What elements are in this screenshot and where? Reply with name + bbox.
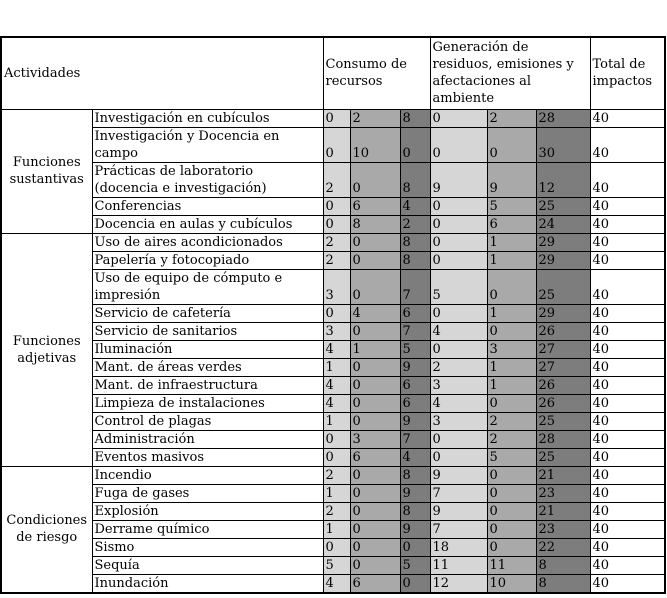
value-cell: 5 [400,340,430,358]
value-cell: 25 [536,197,590,215]
value-cell: 26 [536,322,590,340]
header-generacion-residuos: Generación de residuos, emisiones y afectaciones al ambiente [430,37,590,109]
value-cell: 3 [430,376,487,394]
value-cell: 0 [323,109,350,127]
value-cell: 6 [400,394,430,412]
value-cell: 0 [350,412,400,430]
total-cell: 40 [590,162,665,197]
activity-label: Mant. de áreas verdes [92,358,323,376]
table-row [1,322,665,340]
table-row [1,127,665,162]
value-cell: 0 [350,233,400,251]
value-cell: 2 [487,109,536,127]
value-cell: 9 [487,162,536,197]
value-cell: 0 [430,340,487,358]
value-cell: 0 [400,574,430,593]
header-row [1,37,665,109]
activity-label: Incendio [92,466,323,484]
value-cell: 1 [487,376,536,394]
value-cell: 0 [430,448,487,466]
header-consumo-de-recursos: Consumo de recursos [323,37,430,109]
value-cell: 6 [400,376,430,394]
value-cell: 0 [350,162,400,197]
value-cell: 2 [323,233,350,251]
value-cell: 0 [487,322,536,340]
value-cell: 5 [487,197,536,215]
value-cell: 27 [536,340,590,358]
value-cell: 6 [350,574,400,593]
total-cell: 40 [590,109,665,127]
table-row [1,162,665,197]
value-cell: 7 [430,484,487,502]
activity-label: Sequía [92,556,323,574]
activity-label: Prácticas de laboratorio (docencia e investigación) [92,162,323,197]
value-cell: 11 [430,556,487,574]
total-cell: 40 [590,448,665,466]
value-cell: 25 [536,412,590,430]
value-cell: 23 [536,484,590,502]
value-cell: 9 [400,520,430,538]
value-cell: 6 [350,197,400,215]
value-cell: 7 [400,269,430,304]
value-cell: 25 [536,448,590,466]
value-cell: 0 [487,538,536,556]
value-cell: 10 [350,127,400,162]
value-cell: 0 [350,502,400,520]
value-cell: 9 [430,466,487,484]
value-cell: 4 [323,574,350,593]
value-cell: 4 [430,394,487,412]
table-row [1,251,665,269]
table-row [1,466,665,484]
value-cell: 1 [323,520,350,538]
value-cell: 0 [323,430,350,448]
value-cell: 0 [323,538,350,556]
total-cell: 40 [590,556,665,574]
value-cell: 0 [430,304,487,322]
value-cell: 2 [400,215,430,233]
table-body [1,109,665,593]
total-cell: 40 [590,502,665,520]
activity-label: Mant. de infraestructura [92,376,323,394]
activity-label: Docencia en aulas y cubículos [92,215,323,233]
value-cell: 0 [350,322,400,340]
value-cell: 0 [430,215,487,233]
value-cell: 24 [536,215,590,233]
table-row [1,502,665,520]
total-cell: 40 [590,376,665,394]
total-cell: 40 [590,127,665,162]
value-cell: 0 [430,127,487,162]
value-cell: 1 [487,251,536,269]
value-cell: 0 [430,233,487,251]
activity-label: Uso de aires acondicionados [92,233,323,251]
activity-label: Conferencias [92,197,323,215]
activity-label: Control de plagas [92,412,323,430]
value-cell: 25 [536,269,590,304]
activity-label: Derrame químico [92,520,323,538]
header-total-impactos: Total de impactos [590,37,665,109]
value-cell: 0 [430,251,487,269]
value-cell: 5 [323,556,350,574]
activity-label: Explosión [92,502,323,520]
value-cell: 0 [487,394,536,412]
value-cell: 4 [400,448,430,466]
group-label: Funciones adjetivas [1,233,92,466]
value-cell: 4 [430,322,487,340]
value-cell: 1 [350,340,400,358]
value-cell: 2 [487,430,536,448]
table-row [1,197,665,215]
value-cell: 8 [400,233,430,251]
table-row [1,233,665,251]
total-cell: 40 [590,538,665,556]
table-row [1,109,665,127]
table-row [1,574,665,593]
value-cell: 8 [350,215,400,233]
total-cell: 40 [590,269,665,304]
value-cell: 0 [350,394,400,412]
value-cell: 1 [323,484,350,502]
activity-label: Administración [92,430,323,448]
table-row [1,358,665,376]
value-cell: 2 [323,502,350,520]
value-cell: 9 [430,162,487,197]
value-cell: 4 [323,376,350,394]
value-cell: 11 [487,556,536,574]
table-row [1,484,665,502]
value-cell: 26 [536,394,590,412]
value-cell: 21 [536,466,590,484]
total-cell: 40 [590,251,665,269]
value-cell: 0 [350,358,400,376]
value-cell: 9 [400,412,430,430]
total-cell: 40 [590,430,665,448]
value-cell: 28 [536,109,590,127]
value-cell: 4 [323,394,350,412]
value-cell: 2 [350,109,400,127]
total-cell: 40 [590,484,665,502]
total-cell: 40 [590,358,665,376]
value-cell: 0 [487,466,536,484]
value-cell: 0 [430,197,487,215]
table-row [1,448,665,466]
value-cell: 28 [536,430,590,448]
value-cell: 8 [400,251,430,269]
value-cell: 21 [536,502,590,520]
value-cell: 0 [487,520,536,538]
value-cell: 8 [400,162,430,197]
value-cell: 0 [487,269,536,304]
total-cell: 40 [590,340,665,358]
value-cell: 3 [487,340,536,358]
table-row [1,304,665,322]
value-cell: 0 [323,215,350,233]
value-cell: 22 [536,538,590,556]
table-row [1,376,665,394]
value-cell: 7 [400,430,430,448]
table-row [1,430,665,448]
value-cell: 29 [536,304,590,322]
value-cell: 2 [323,251,350,269]
value-cell: 0 [487,502,536,520]
value-cell: 2 [430,358,487,376]
value-cell: 4 [400,197,430,215]
table-row [1,340,665,358]
value-cell: 1 [323,358,350,376]
value-cell: 29 [536,251,590,269]
activity-label: Uso de equipo de cómputo e impresión [92,269,323,304]
value-cell: 7 [430,520,487,538]
value-cell: 3 [323,322,350,340]
value-cell: 1 [487,233,536,251]
value-cell: 5 [487,448,536,466]
value-cell: 2 [323,466,350,484]
header-actividades: Actividades [1,37,323,109]
activity-label: Inundación [92,574,323,593]
group-label: Condiciones de riesgo [1,466,92,593]
total-cell: 40 [590,394,665,412]
value-cell: 1 [487,304,536,322]
value-cell: 9 [400,358,430,376]
value-cell: 8 [400,466,430,484]
activity-label: Investigación en cubículos [92,109,323,127]
value-cell: 4 [350,304,400,322]
total-cell: 40 [590,574,665,593]
value-cell: 3 [350,430,400,448]
total-cell: 40 [590,197,665,215]
value-cell: 5 [400,556,430,574]
value-cell: 0 [487,127,536,162]
value-cell: 8 [536,556,590,574]
value-cell: 0 [323,448,350,466]
value-cell: 3 [430,412,487,430]
value-cell: 0 [350,376,400,394]
activity-label: Eventos masivos [92,448,323,466]
impact-table [0,36,666,594]
table-row [1,215,665,233]
value-cell: 0 [323,197,350,215]
value-cell: 7 [400,322,430,340]
value-cell: 12 [536,162,590,197]
value-cell: 5 [430,269,487,304]
value-cell: 8 [400,502,430,520]
value-cell: 0 [430,109,487,127]
value-cell: 3 [323,269,350,304]
value-cell: 0 [400,538,430,556]
activity-label: Servicio de sanitarios [92,322,323,340]
value-cell: 4 [323,340,350,358]
value-cell: 27 [536,358,590,376]
table-row [1,394,665,412]
value-cell: 30 [536,127,590,162]
activity-label: Servicio de cafetería [92,304,323,322]
value-cell: 1 [323,412,350,430]
activity-label: Investigación y Docencia en campo [92,127,323,162]
activity-label: Sismo [92,538,323,556]
value-cell: 29 [536,233,590,251]
value-cell: 0 [400,127,430,162]
value-cell: 8 [400,109,430,127]
value-cell: 26 [536,376,590,394]
value-cell: 0 [323,304,350,322]
value-cell: 2 [487,412,536,430]
value-cell: 0 [350,556,400,574]
table-row [1,412,665,430]
value-cell: 10 [487,574,536,593]
table-row [1,520,665,538]
value-cell: 23 [536,520,590,538]
value-cell: 0 [350,520,400,538]
value-cell: 18 [430,538,487,556]
value-cell: 0 [350,538,400,556]
activity-label: Fuga de gases [92,484,323,502]
value-cell: 8 [536,574,590,593]
value-cell: 9 [400,484,430,502]
total-cell: 40 [590,322,665,340]
activity-label: Limpieza de instalaciones [92,394,323,412]
value-cell: 6 [350,448,400,466]
value-cell: 6 [400,304,430,322]
value-cell: 0 [430,430,487,448]
value-cell: 9 [430,502,487,520]
table-header [1,37,665,109]
total-cell: 40 [590,520,665,538]
activity-label: Iluminación [92,340,323,358]
value-cell: 0 [350,269,400,304]
value-cell: 2 [323,162,350,197]
value-cell: 12 [430,574,487,593]
value-cell: 0 [487,484,536,502]
value-cell: 1 [487,358,536,376]
total-cell: 40 [590,412,665,430]
group-label: Funciones sustantivas [1,109,92,233]
value-cell: 0 [350,466,400,484]
total-cell: 40 [590,233,665,251]
total-cell: 40 [590,466,665,484]
value-cell: 0 [350,251,400,269]
activity-label: Papelería y fotocopiado [92,251,323,269]
total-cell: 40 [590,215,665,233]
total-cell: 40 [590,304,665,322]
table-row [1,538,665,556]
table-row [1,556,665,574]
value-cell: 0 [350,484,400,502]
table-row [1,269,665,304]
value-cell: 6 [487,215,536,233]
value-cell: 0 [323,127,350,162]
